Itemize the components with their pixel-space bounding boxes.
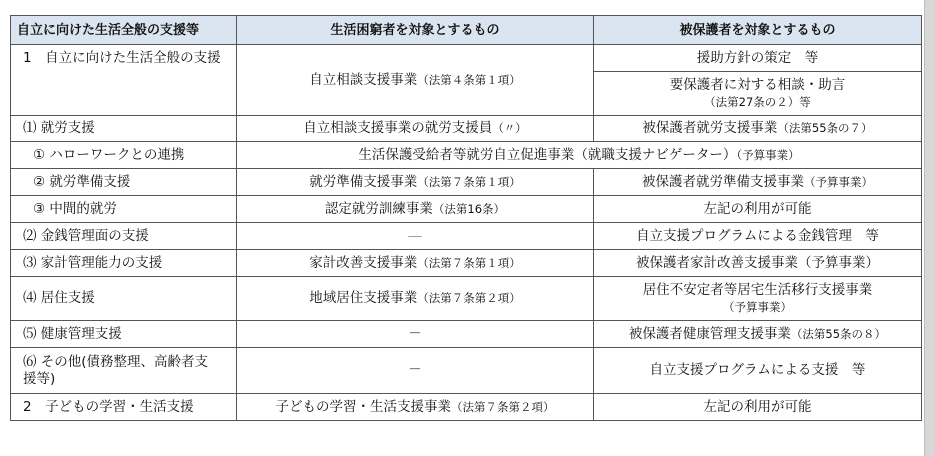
recipient-cell: 被保護者家計改善支援事業（予算事業） [594,250,922,277]
table-row [11,116,922,142]
table-row [11,142,922,169]
recipient-cell: 左記の利用が可能 [594,394,922,421]
row-label: ⑸ 健康管理支援 [11,321,237,348]
row-label: ⑵ 金銭管理面の支援 [11,223,237,250]
table-row [11,348,922,394]
recipient-cell: 要保護者に対する相談・助言 （法第27条の２）等 [594,72,922,116]
needy-cell: 自立相談支援事業（法第４条第１項） [237,45,594,116]
needy-cell: 認定就労訓練事業（法第16条） [237,196,594,223]
table-header-row [11,16,922,45]
table-row [11,196,922,223]
row-label: ⑴ 就労支援 [11,116,237,142]
row-label: 2 子どもの学習・生活支援 [11,394,237,421]
recipient-cell: 被保護者健康管理支援事業（法第55条の８） [594,321,922,348]
recipient-cell: 自立支援プログラムによる金銭管理 等 [594,223,922,250]
row-label: ① ハローワークとの連携 [11,142,237,169]
table-row [11,250,922,277]
table-row [11,277,922,321]
recipient-cell: 被保護者就労支援事業（法第55条の７） [594,116,922,142]
table-row [11,394,922,421]
needy-cell: 地域居住支援事業（法第７条第２項） [237,277,594,321]
merged-cell: 生活保護受給者等就労自立促進事業（就職支援ナビゲーター）（予算事業） [237,142,922,169]
recipient-cell: 左記の利用が可能 [594,196,922,223]
needy-cell: － [237,348,594,394]
table-row [11,223,922,250]
needy-cell: 家計改善支援事業（法第７条第１項） [237,250,594,277]
needy-cell: － [237,321,594,348]
header-support-category: 自立に向けた生活全般の支援等 [11,16,237,45]
needy-cell: 子どもの学習・生活支援事業（法第７条第２項） [237,394,594,421]
recipient-cell: 被保護者就労準備支援事業（予算事業） [594,169,922,196]
table-row [11,169,922,196]
header-welfare-recipients: 被保護者を対象とするもの [594,16,922,45]
support-comparison-table [10,15,922,421]
row-label: ⑷ 居住支援 [11,277,237,321]
row-label: 1 自立に向けた生活全般の支援 [11,45,237,116]
recipient-cell: 援助方針の策定 等 [594,45,922,72]
table-row [11,321,922,348]
row-label: ③ 中間的就労 [11,196,237,223]
needy-cell: ― [237,223,594,250]
needy-cell: 就労準備支援事業（法第７条第１項） [237,169,594,196]
row-label: ⑶ 家計管理能力の支援 [11,250,237,277]
recipient-cell: 自立支援プログラムによる支援 等 [594,348,922,394]
window-edge [924,0,935,456]
needy-cell: 自立相談支援事業の就労支援員（〃） [237,116,594,142]
row-label: ② 就労準備支援 [11,169,237,196]
row-label: ⑹ その他(債務整理、高齢者支援等) [11,348,237,394]
recipient-cell: 居住不安定者等居宅生活移行支援事業 （予算事業） [594,277,922,321]
header-needy-persons: 生活困窮者を対象とするもの [237,16,594,45]
table-row [11,45,922,72]
